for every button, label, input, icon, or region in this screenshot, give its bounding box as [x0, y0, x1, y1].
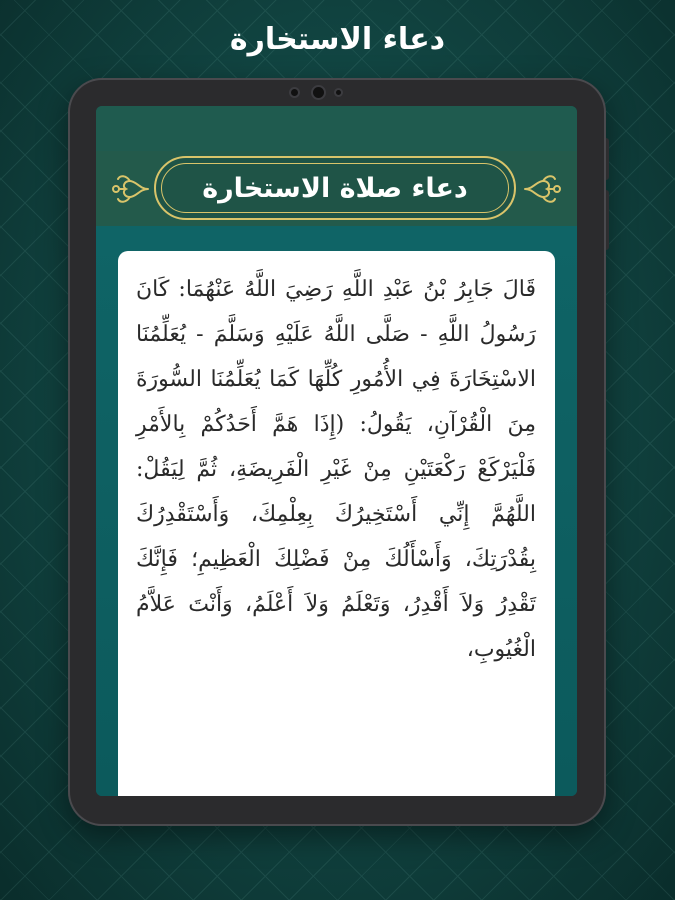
content-area[interactable] [96, 226, 577, 796]
app-top-bar [96, 106, 577, 151]
app-screen [96, 106, 577, 796]
dua-card [118, 251, 555, 796]
title-banner [154, 156, 516, 220]
tablet-frame [68, 78, 606, 826]
camera-sensor [336, 90, 341, 95]
banner-title: دعاء صلاة الاستخارة [202, 172, 468, 204]
camera-lens [313, 87, 324, 98]
dua-text: قَالَ جَابِرُ بْنُ عَبْدِ اللَّهِ رَضِيَ اللَّهُ عَنْهُمَا: كَانَ رَسُولُ اللَّهِ - صَلَّى اللَّهُ عَلَيْهِ وَسَلَّمَ - يُعَلِّمُنَا الاسْتِخَارَةَ فِي الأُمُورِ كُلِّهَا كَمَا يُعَلِّمُنَا السُّورَةَ مِنَ الْقُرْآنِ، يَقُولُ: (إِذَا هَمَّ أَحَدُكُمْ بِالأَمْرِ فَلْيَرْكَعْ رَكْعَتَيْنِ مِنْ غَيْرِ الْفَرِيضَةِ، ثُمَّ لِيَقُلْ: اللَّهُمَّ إِنِّي أَسْتَخِيرُكَ بِعِلْمِكَ، وَأَسْتَقْدِرُكَ بِقُدْرَتِكَ، وَأَسْأَلُكَ مِنْ فَضْلِكَ الْعَظِيمِ؛ فَإِنَّكَ تَقْدِرُ وَلاَ أَقْدِرُ، وَتَعْلَمُ وَلاَ أَعْلَمُ، وَأَنْتَ عَلاَّمُ الْغُيُوبِ، [136, 277, 536, 662]
page-title: دعاء الاستخارة [229, 22, 446, 57]
arabesque-ornament-icon [110, 169, 150, 209]
title-header [96, 151, 577, 226]
camera-sensor [291, 89, 298, 96]
arabesque-ornament-icon [523, 169, 563, 209]
